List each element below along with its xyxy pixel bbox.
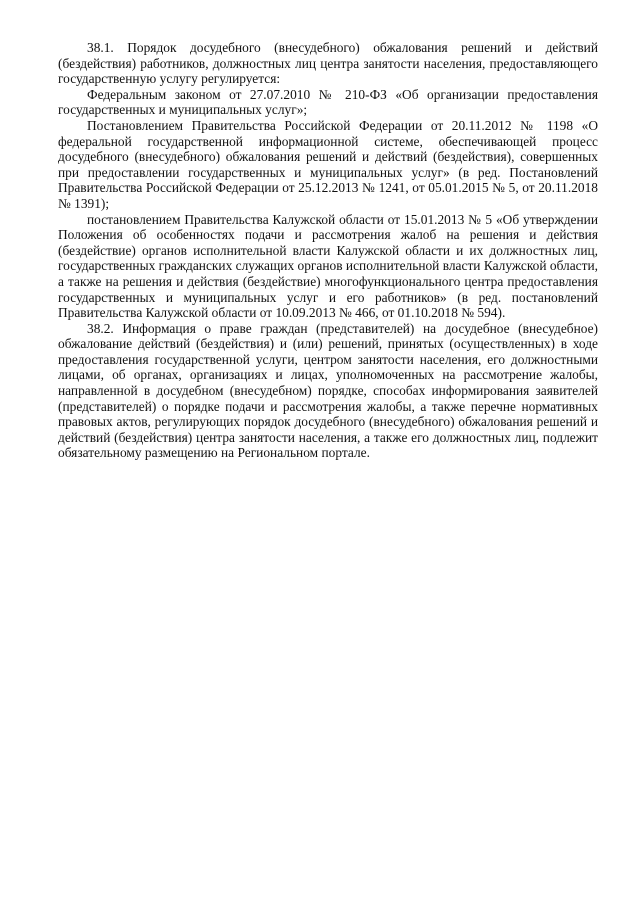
paragraph-federal-law: Федеральным законом от 27.07.2010 № 210-ФЗ «Об организации предоставления государственных и муниципальных услуг»; <box>58 86 598 118</box>
paragraph-government-decree-rf: Постановлением Правительства Российской Федерации от 20.11.2012 № 1198 «О федеральной государственной информационной системе, обеспечивающей процесс досудебного (внесудебного) обжалования решений и действий (бездействия), совершенных при предоставлении государственных и муниципальных услуг» (в ред. Постановлений Правительства Российской Федерации от 25.12.2013 № 1241, от 05.01.2015 № 5, от 20.11.2018 № 1391); <box>58 117 598 211</box>
paragraph-kaluga-decree: постановлением Правительства Калужской области от 15.01.2013 № 5 «Об утверждении Положения об особенностях подачи и рассмотрения жалоб на решения и действия (бездействие) органов исполнительной власти Калужской области и их должностных лиц, государственных гражданских служащих органов исполнительной власти Калужской области, а также на решения и действия (бездействие) многофункционального центра предоставления государственных и муниципальных услуг и его работников» (в ред. постановлений Правительства Калужской области от 10.09.2013 № 466, от 01.10.2018 № 594). <box>58 211 598 321</box>
paragraph-38-2: 38.2. Информация о праве граждан (представителей) на досудебное (внесудебное) обжалование действий (бездействия) и (или) решений, принятых (осуществленных) в ходе предоставления государственной услуги, центром занятости населения, его должностными лицами, об органах, организациях и лицах, уполномоченных на рассмотрение жалобы, направленной в досудебном (внесудебном) порядке, способах информирования заявителей (представителей) о порядке подачи и рассмотрения жалобы, а также перечне нормативных правовых актов, регулирующих порядок досудебного (внесудебного) обжалования решений и действий (бездействия) центра занятости населения, а также его должностных лиц, подлежит обязательному размещению на Региональном портале. <box>58 320 598 461</box>
document-page <box>58 40 598 461</box>
paragraph-38-1: 38.1. Порядок досудебного (внесудебного) обжалования решений и действий (бездействия) работников, должностных лиц центра занятости населения, предоставляющего государственную услугу регулируется: <box>58 40 598 87</box>
